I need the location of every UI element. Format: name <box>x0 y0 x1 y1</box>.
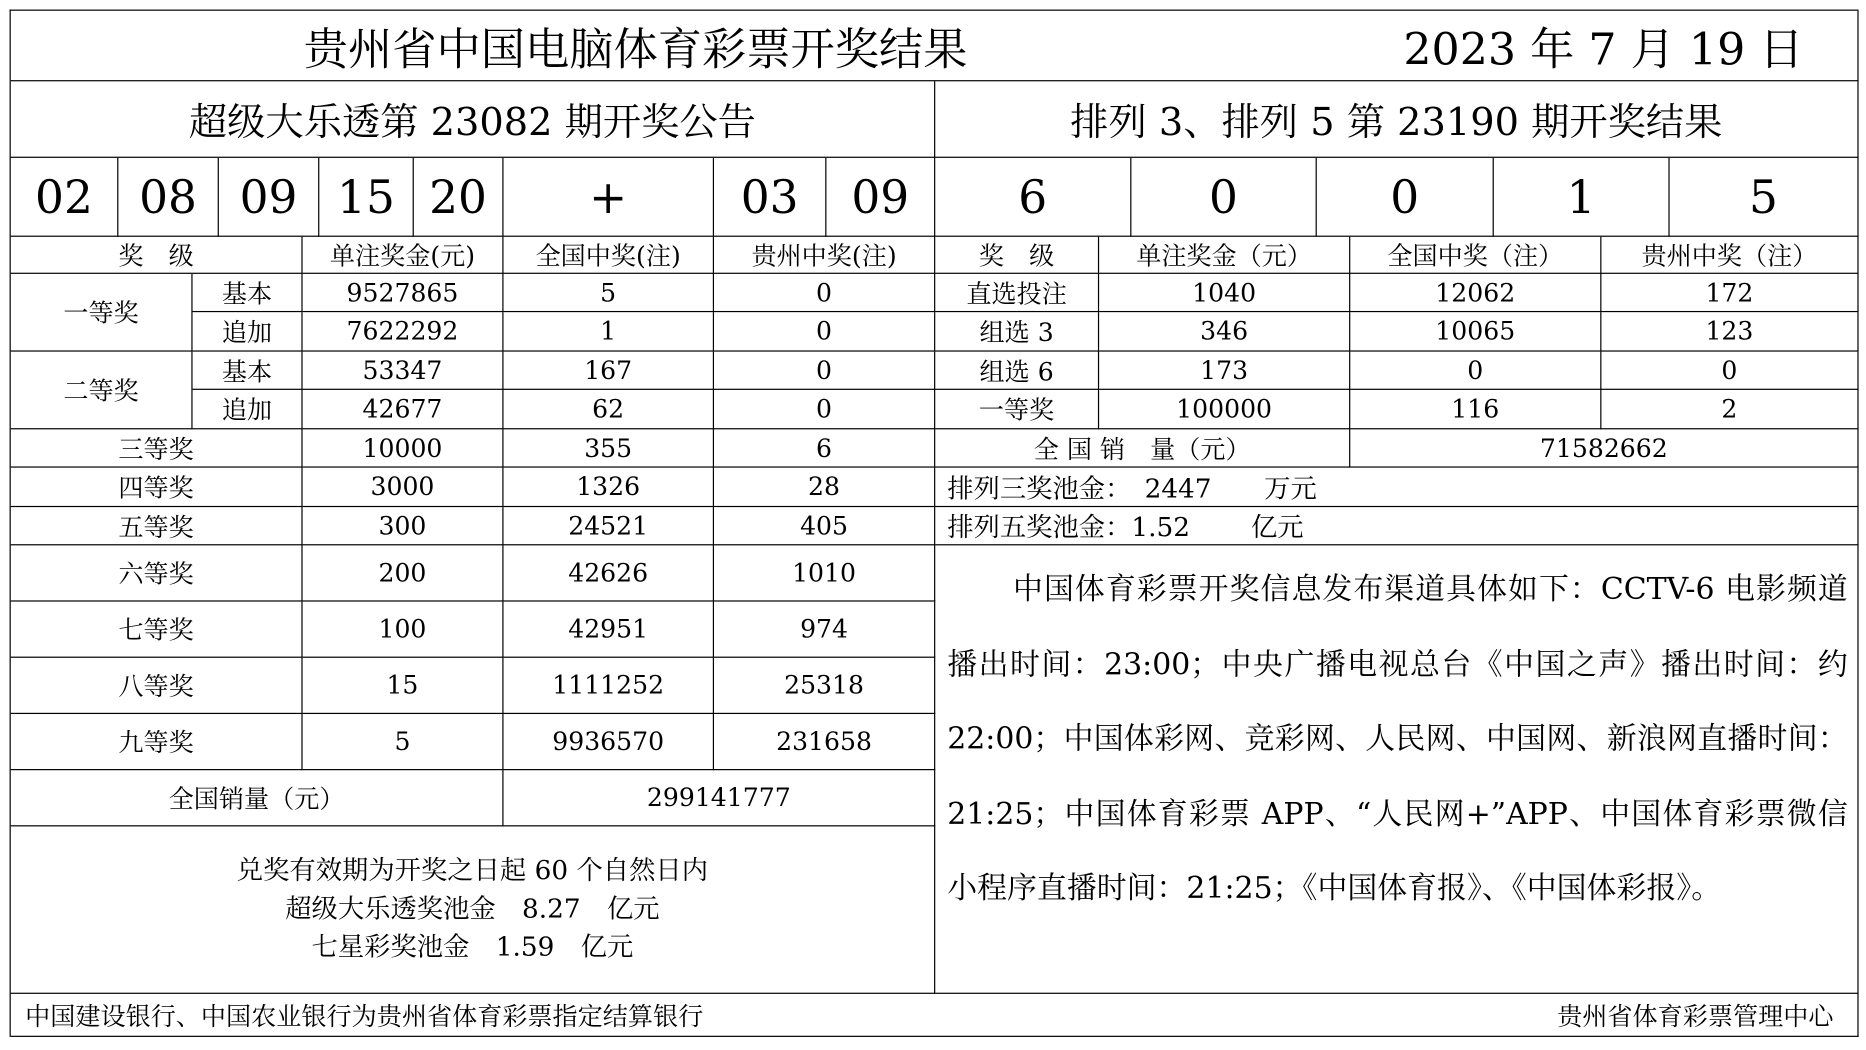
footer <box>11 994 1859 1037</box>
prize-sub: 追加 <box>193 312 303 351</box>
national: 10065 <box>1350 312 1601 351</box>
prize-name: 六等奖 <box>11 545 303 601</box>
amount: 42677 <box>303 390 504 429</box>
pl-number: 0 <box>1131 158 1316 237</box>
national: 1 <box>504 312 714 351</box>
note-line: 兑奖有效期为开奖之日起 60 个自然日内 <box>236 855 709 886</box>
broadcast-info: 中国体育彩票开奖信息发布渠道具体如下：CCTV-6 电影频道播出时间：23:00；中央广播电视总台《中国之声》播出时间：约 22:00；中国体彩网、竞彩网、人民网、中国网、新浪网直播时间：21:25；中国体育彩票 APP、“人民网+”APP、中国体育彩票微信小程序直播时间：21:25；《中国体育报》、《中国体彩报》。 <box>935 545 1858 994</box>
column-header: 贵州中奖（注） <box>1601 237 1858 274</box>
prize-name: 一等奖 <box>11 274 193 352</box>
amount: 9527865 <box>303 274 504 312</box>
prize-name: 二等奖 <box>11 352 193 430</box>
guizhou: 2 <box>1601 390 1858 429</box>
prize-name: 四等奖 <box>11 468 303 507</box>
prize-name: 三等奖 <box>11 429 303 467</box>
guizhou: 0 <box>714 312 935 351</box>
national: 0 <box>1350 352 1601 390</box>
page-title: 贵州省中国电脑体育彩票开奖结果 <box>303 23 968 76</box>
national: 42626 <box>504 545 714 601</box>
pl3-pool: 排列三奖池金： 2447 万元 <box>935 468 1858 507</box>
guizhou: 0 <box>1601 352 1858 390</box>
prize-sub: 基本 <box>193 352 303 390</box>
national: 116 <box>1350 390 1601 429</box>
front-ball: 20 <box>414 158 504 237</box>
dlt-sales-label: 全国销量（元） <box>11 770 504 826</box>
prize-name: 一等奖 <box>935 390 1099 429</box>
column-header: 全国中奖(注) <box>504 237 714 274</box>
national: 24521 <box>504 507 714 545</box>
draw-date: 2023 年 7 月 19 日 <box>1403 23 1804 76</box>
guizhou: 25318 <box>714 658 935 714</box>
prize-name: 七等奖 <box>11 602 303 658</box>
title-row <box>11 11 1859 82</box>
amount: 10000 <box>303 429 504 467</box>
pl-number: 6 <box>935 158 1131 237</box>
amount: 15 <box>303 658 504 714</box>
footer-issuer: 贵州省体育彩票管理中心 <box>1557 1001 1834 1031</box>
front-ball: 09 <box>219 158 319 237</box>
pl-heading: 排列 3、排列 5 第 23190 期开奖结果 <box>935 81 1858 158</box>
pl-number: 0 <box>1317 158 1494 237</box>
amount: 1040 <box>1099 274 1350 312</box>
plus-sign: + <box>504 158 714 237</box>
footer-bank-note: 中国建设银行、中国农业银行为贵州省体育彩票指定结算银行 <box>25 1001 704 1031</box>
column-header: 单注奖金（元） <box>1099 237 1350 274</box>
prize-name: 组选 6 <box>935 352 1099 390</box>
pl-sales-value: 71582662 <box>1350 429 1858 467</box>
column-header: 单注奖金(元) <box>303 237 504 274</box>
column-header: 全国中奖（注） <box>1350 237 1601 274</box>
guizhou: 1010 <box>714 545 935 601</box>
column-header: 贵州中奖(注) <box>714 237 935 274</box>
prize-name: 九等奖 <box>11 714 303 770</box>
prize-name: 五等奖 <box>11 507 303 545</box>
pl-number: 5 <box>1670 158 1859 237</box>
pl-number: 1 <box>1494 158 1670 237</box>
amount: 173 <box>1099 352 1350 390</box>
prize-name: 八等奖 <box>11 658 303 714</box>
national: 12062 <box>1350 274 1601 312</box>
amount: 100 <box>303 602 504 658</box>
amount: 300 <box>303 507 504 545</box>
amount: 5 <box>303 714 504 770</box>
prize-name: 组选 3 <box>935 312 1099 351</box>
dlt-notes <box>11 826 936 993</box>
guizhou: 123 <box>1601 312 1858 351</box>
guizhou: 0 <box>714 352 935 390</box>
national: 9936570 <box>504 714 714 770</box>
national: 1326 <box>504 468 714 507</box>
amount: 200 <box>303 545 504 601</box>
national: 42951 <box>504 602 714 658</box>
guizhou: 405 <box>714 507 935 545</box>
back-ball: 03 <box>714 158 826 237</box>
column-header: 奖 级 <box>935 237 1099 274</box>
national: 1111252 <box>504 658 714 714</box>
pl-sales-label: 全 国 销 量（元） <box>935 429 1350 467</box>
column-header: 奖 级 <box>11 237 303 274</box>
prize-sub: 基本 <box>193 274 303 312</box>
pl5-pool: 排列五奖池金：1.52 亿元 <box>935 507 1858 545</box>
dlt-sales-value: 299141777 <box>504 770 936 826</box>
national: 62 <box>504 390 714 429</box>
amount: 346 <box>1099 312 1350 351</box>
national: 167 <box>504 352 714 390</box>
guizhou: 6 <box>714 429 935 467</box>
dlt-heading: 超级大乐透第 23082 期开奖公告 <box>11 81 936 158</box>
guizhou: 0 <box>714 274 935 312</box>
front-ball: 02 <box>11 158 119 237</box>
front-ball: 15 <box>319 158 413 237</box>
front-ball: 08 <box>118 158 218 237</box>
amount: 53347 <box>303 352 504 390</box>
guizhou: 172 <box>1601 274 1858 312</box>
guizhou: 974 <box>714 602 935 658</box>
prize-name: 直选投注 <box>935 274 1099 312</box>
amount: 100000 <box>1099 390 1350 429</box>
back-ball: 09 <box>826 158 935 237</box>
prize-sub: 追加 <box>193 390 303 429</box>
note-line: 七星彩奖池金 1.59 亿元 <box>311 932 634 963</box>
amount: 7622292 <box>303 312 504 351</box>
note-line: 超级大乐透奖池金 8.27 亿元 <box>285 894 660 924</box>
guizhou: 0 <box>714 390 935 429</box>
national: 5 <box>504 274 714 312</box>
national: 355 <box>504 429 714 467</box>
guizhou: 28 <box>714 468 935 507</box>
amount: 3000 <box>303 468 504 507</box>
guizhou: 231658 <box>714 714 935 770</box>
lottery-results-sheet <box>10 10 1859 1037</box>
